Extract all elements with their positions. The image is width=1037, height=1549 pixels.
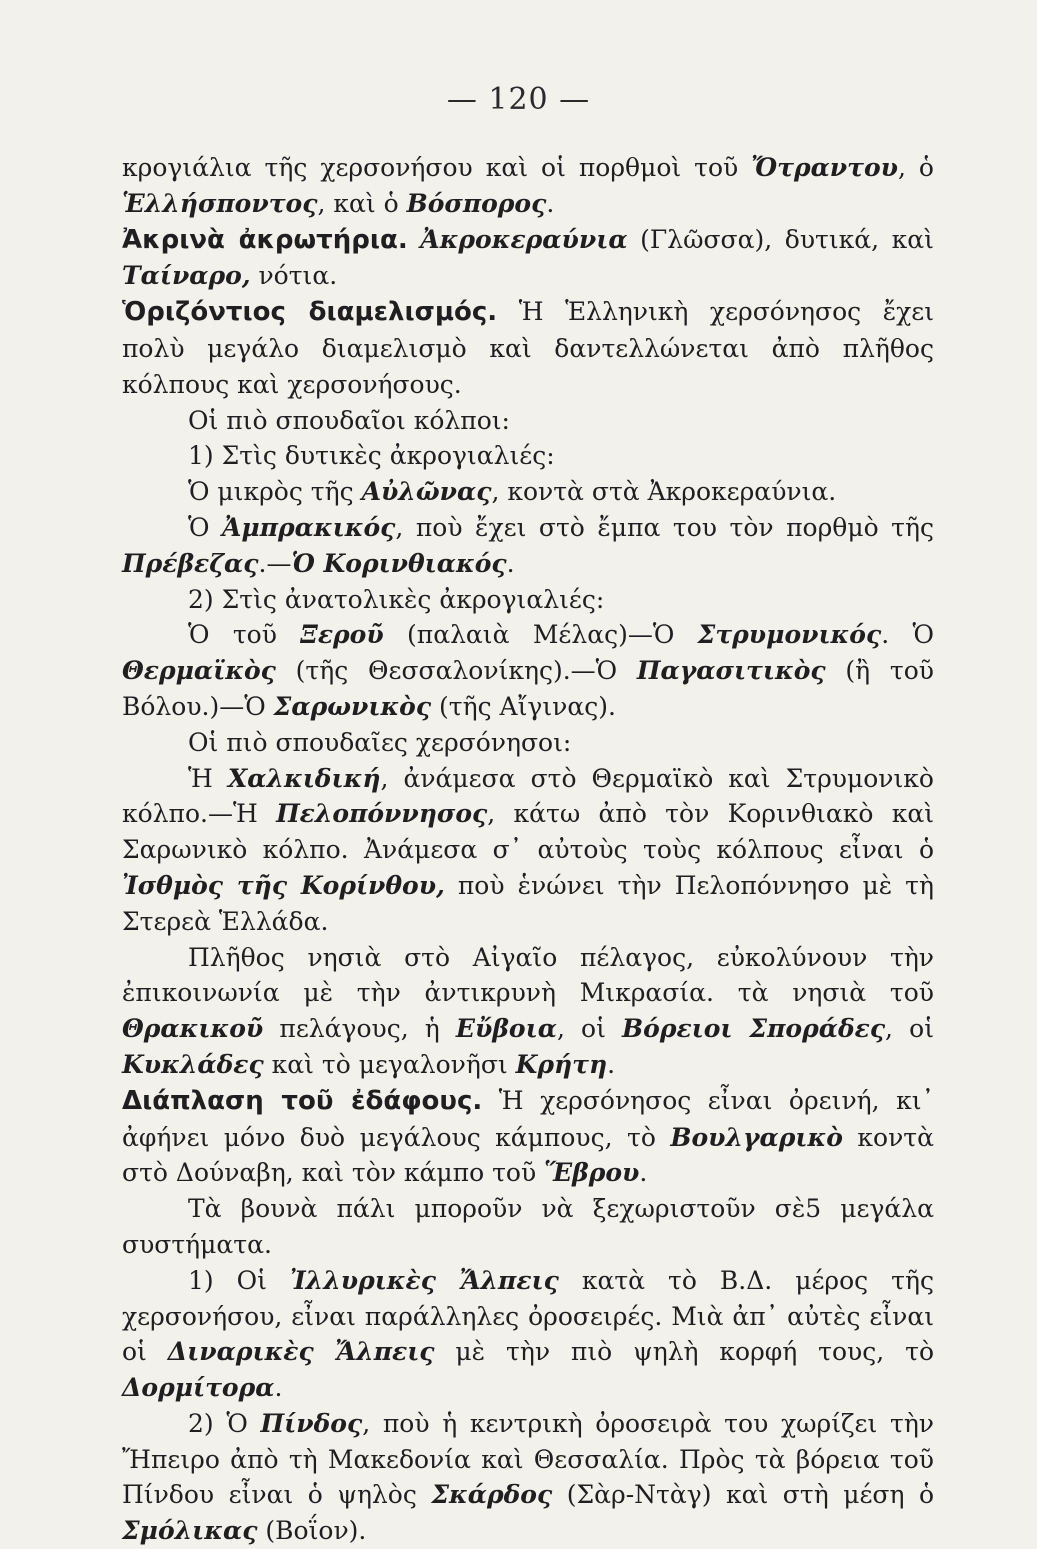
emphasized-term: Ἀμπρακικός [222, 512, 396, 542]
paragraph [122, 582, 934, 618]
emphasized-term: Ὁ Κορινθιακός [291, 548, 507, 578]
text-run: Τὰ βουνὰ πάλι μποροῦν νὰ ξεχωριστοῦν σὲ5 μεγάλα συστήματα. [122, 1194, 934, 1259]
text-run: , καὶ ὁ [317, 188, 407, 218]
text-run: (τῆς Αἴγινας). [431, 691, 616, 721]
text-run: νότια. [250, 261, 338, 291]
text-run: Ὁ μικρὸς τῆς [188, 477, 362, 507]
emphasized-term: Εὔβοια [455, 1014, 557, 1044]
text-run: καὶ τὸ μεγαλονῆσι [263, 1049, 516, 1079]
emphasized-term: Σαρωνικὸς [273, 691, 432, 721]
paragraph [122, 761, 934, 940]
text-run: κατὰ τὸ Β.Δ. μέρος τῆς χερσονήσου, εἶναι παράλληλες ὀροσειρές. Μιὰ ἀπ᾽ αὐτὲς εἶναι οἱ [122, 1265, 934, 1367]
emphasized-term: Βόρειοι Σποράδες [622, 1014, 886, 1044]
emphasized-term: Ταίναρο, [122, 261, 251, 291]
text-run: .— [258, 548, 292, 578]
emphasized-term: Πρέβεζας [122, 548, 259, 578]
text-run: κρογιάλια τῆς χερσονήσου καὶ οἱ πορθμοὶ τοῦ [122, 153, 752, 182]
text-run: . [546, 188, 555, 218]
paragraph [122, 725, 934, 761]
text-run: 1) Στὶς δυτικὲς ἀκρογιαλιές: [188, 441, 555, 471]
text-run: , οἱ [885, 1014, 934, 1044]
paragraph [122, 510, 934, 582]
paragraph [122, 1191, 934, 1263]
text-run: Ὁ [188, 512, 223, 542]
emphasized-term: Ὄτραντου [751, 153, 898, 182]
text-run: , οἱ [556, 1014, 623, 1044]
paragraph [122, 1263, 934, 1406]
text-run: , ποὺ ἡ κεντρικὴ ὀροσειρὰ του χωρίζει τὴν Ἤπειρο ἀπὸ τὴ Μακεδονία καὶ Θεσσαλία. Πρὸς τὰ βόρεια τοῦ Πίνδου εἶναι ὁ ψηλὸς [122, 1408, 934, 1510]
paragraph [122, 403, 934, 439]
text-run: Ἡ Ἑλληνικὴ χερσόνησος ἔχει πολὺ μεγάλο διαμελισμὸ καὶ δαντελλώνεται ἀπὸ πλῆθος κόλπους καὶ χερσονήσους. [122, 297, 935, 399]
paragraph [122, 438, 934, 474]
paragraph [122, 474, 934, 510]
text-run: (τῆς Θεσσαλονίκης).—Ὁ [275, 656, 637, 686]
paragraph [122, 940, 934, 1083]
emphasized-term: Ἰσθμὸς τῆς Κορίνθου, [122, 870, 445, 900]
text-run: (Βοΐον). [257, 1516, 367, 1546]
emphasized-term: Αὐλῶνας [361, 477, 492, 507]
text-run: , ὁ [898, 153, 934, 182]
text-run: (παλαιὰ Μέλας)—Ὁ [383, 620, 698, 650]
emphasized-term: Σκάρδος [431, 1480, 553, 1510]
text-run: , ποὺ ἔχει στὸ ἔμπα του τὸν πορθμὸ τῆς [395, 512, 934, 542]
text-run: , κοντὰ στὰ Ἀκροκεραύνια. [491, 477, 837, 507]
paragraph [122, 1083, 934, 1191]
emphasized-term: Θρακικοῦ [122, 1014, 264, 1044]
emphasized-term: Βουλγαρικὸ [670, 1122, 843, 1152]
body-text [122, 150, 934, 1549]
text-run: Πλῆθος νησιὰ στὸ Αἰγαῖο πέλαγος, εὐκολύνουν τὴν ἐπικοινωνία μὲ τὴν ἀντικρυνὴ Μικρασία. τὰ νησιὰ τοῦ [122, 942, 934, 1008]
emphasized-term: Διναρικὲς Ἄλπεις [167, 1337, 435, 1367]
section-heading: Διάπλαση τοῦ ἐδάφους. [122, 1085, 483, 1116]
emphasized-term: Πελοπόννησος [276, 799, 488, 829]
text-run: (Σὰρ-Ντὰγ) καὶ στὴ μέση ὁ [552, 1480, 935, 1510]
emphasized-term: Ἰλλυρικὲς Ἄλπεις [289, 1265, 559, 1295]
text-run [408, 225, 421, 254]
text-run: . [639, 1158, 648, 1188]
paragraph [122, 617, 934, 724]
emphasized-term: Θερμαϊκὸς [122, 656, 276, 686]
text-run: 2) Ὁ [188, 1408, 261, 1438]
section-heading: Ὁριζόντιος διαμελισμός. [122, 297, 498, 328]
emphasized-term: Στρυμονικός [697, 620, 882, 650]
paragraph [122, 150, 934, 222]
emphasized-term: Χαλκιδική [227, 763, 381, 793]
text-run: , κάτω ἀπὸ τὸν Κορινθιακὸ καὶ Σαρωνικὸ κόλπο. Ἀνάμεσα σ᾽ αὐτοὺς τοὺς κόλπους εἶναι ὁ [122, 799, 935, 865]
text-run: Οἱ πιὸ σπουδαῖοι κόλποι: [188, 405, 510, 435]
text-run: , ἀνάμεσα στὸ Θερμαϊκὸ καὶ Στρυμονικὸ κόλπο.—Ἡ [122, 763, 934, 829]
section-heading: Ἀκρινὰ ἀκρωτήρια. [122, 224, 408, 255]
emphasized-term: Ἑλλήσποντος [122, 188, 318, 218]
page-number: — 120 — [446, 82, 591, 117]
text-run: ποὺ ἑνώνει τὴν Πελοπόννησο μὲ τὴ Στερεὰ Ἑλλάδα. [122, 870, 934, 936]
text-run: 1) Οἱ [188, 1265, 290, 1295]
text-run: . Ὁ [881, 620, 934, 650]
text-run: Οἱ πιὸ σπουδαῖες χερσόνησοι: [188, 727, 572, 757]
text-run: (ἢ τοῦ Βόλου.)—Ὁ [122, 656, 934, 721]
emphasized-term: Δορμίτορα [122, 1373, 275, 1403]
text-run: . [607, 1049, 616, 1079]
paragraph [122, 294, 934, 402]
text-run: . [274, 1373, 283, 1403]
emphasized-term: Ἀκροκεραύνια [420, 224, 628, 254]
text-run: Ἡ [188, 763, 228, 793]
text-run: Ὁ τοῦ [188, 620, 301, 650]
emphasized-term: Βόσπορος [406, 188, 547, 218]
emphasized-term: Κρήτη [515, 1049, 608, 1079]
emphasized-term: Σμόλικας [122, 1516, 258, 1546]
emphasized-term: Ξεροῦ [300, 620, 384, 650]
text-run: Ἡ χερσόνησος εἶναι ὀρεινή, κι᾽ ἀφήνει μόνο δυὸ μεγάλους κάμπους, τὸ [122, 1085, 934, 1152]
text-run: 2) Στὶς ἀνατολικὲς ἀκρογιαλιές: [188, 584, 605, 614]
text-run: . [506, 548, 515, 578]
text-run: μὲ τὴν πιὸ ψηλὴ κορφή τους, τὸ [434, 1337, 934, 1367]
text-run: κοντὰ στὸ Δούναβη, καὶ τὸν κάμπο τοῦ [122, 1122, 934, 1188]
paragraph [122, 222, 934, 295]
emphasized-term: Ἕβρου [544, 1158, 640, 1188]
emphasized-term: Κυκλάδες [122, 1049, 264, 1079]
emphasized-term: Παγασιτικὸς [636, 656, 826, 686]
paragraph [122, 1406, 934, 1549]
text-run: (Γλῶσσα), δυτικά, καὶ [627, 224, 934, 254]
emphasized-term: Πίνδος [260, 1408, 363, 1438]
text-run: πελάγους, ἡ [263, 1014, 456, 1044]
